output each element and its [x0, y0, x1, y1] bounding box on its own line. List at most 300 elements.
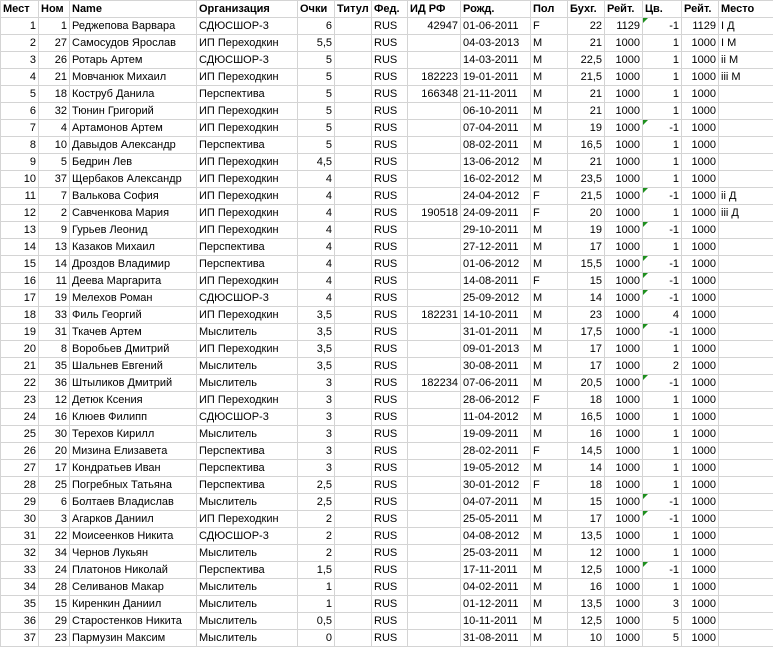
cell-birth-date[interactable]: 28-06-2012	[461, 392, 531, 409]
cell-title[interactable]	[335, 307, 372, 324]
cell-birth-date[interactable]: 01-12-2011	[461, 596, 531, 613]
cell-id-rf[interactable]	[408, 562, 461, 579]
cell-id-rf[interactable]	[408, 120, 461, 137]
cell-id-rf[interactable]	[408, 494, 461, 511]
cell-rating-final[interactable]: 1000	[682, 137, 719, 154]
cell-title[interactable]	[335, 341, 372, 358]
cell-id-rf[interactable]	[408, 103, 461, 120]
cell-number[interactable]: 32	[39, 103, 70, 120]
cell-place[interactable]: 3	[1, 52, 39, 69]
cell-number[interactable]: 19	[39, 290, 70, 307]
cell-buchholz[interactable]: 17	[568, 358, 605, 375]
cell-rating-final[interactable]: 1000	[682, 290, 719, 307]
cell-id-rf[interactable]	[408, 630, 461, 647]
cell-title[interactable]	[335, 477, 372, 494]
cell-organization[interactable]: ИП Переходкин	[197, 273, 298, 290]
cell-rating[interactable]: 1000	[605, 290, 643, 307]
cell-number[interactable]: 24	[39, 562, 70, 579]
cell-number[interactable]: 10	[39, 137, 70, 154]
header-federation[interactable]: Фед.	[372, 1, 408, 18]
cell-rating-final[interactable]: 1000	[682, 596, 719, 613]
cell-birth-date[interactable]: 04-03-2013	[461, 35, 531, 52]
cell-birth-date[interactable]: 04-02-2011	[461, 579, 531, 596]
cell-rating-final[interactable]: 1000	[682, 273, 719, 290]
cell-number[interactable]: 28	[39, 579, 70, 596]
cell-points[interactable]: 4,5	[298, 154, 335, 171]
cell-gender[interactable]: F	[531, 477, 568, 494]
header-color[interactable]: Цв.	[643, 1, 682, 18]
cell-points[interactable]: 4	[298, 171, 335, 188]
cell-title[interactable]	[335, 18, 372, 35]
cell-gender[interactable]: M	[531, 409, 568, 426]
cell-title[interactable]	[335, 188, 372, 205]
cell-rating[interactable]: 1000	[605, 239, 643, 256]
cell-rating-final[interactable]: 1000	[682, 120, 719, 137]
cell-rating-final[interactable]: 1000	[682, 324, 719, 341]
cell-buchholz[interactable]: 17	[568, 239, 605, 256]
cell-rating-final[interactable]: 1000	[682, 171, 719, 188]
cell-birth-date[interactable]: 25-03-2011	[461, 545, 531, 562]
cell-federation[interactable]: RUS	[372, 511, 408, 528]
cell-prize-place[interactable]	[719, 443, 773, 460]
cell-birth-date[interactable]: 16-02-2012	[461, 171, 531, 188]
cell-rating-final[interactable]: 1000	[682, 35, 719, 52]
cell-points[interactable]: 3	[298, 409, 335, 426]
cell-rating[interactable]: 1000	[605, 256, 643, 273]
cell-buchholz[interactable]: 20	[568, 205, 605, 222]
cell-id-rf[interactable]	[408, 460, 461, 477]
cell-rating-final[interactable]: 1129	[682, 18, 719, 35]
cell-organization[interactable]: Перспектива	[197, 460, 298, 477]
cell-rating[interactable]: 1000	[605, 120, 643, 137]
cell-buchholz[interactable]: 21,5	[568, 188, 605, 205]
cell-birth-date[interactable]: 21-11-2011	[461, 86, 531, 103]
cell-buchholz[interactable]: 17	[568, 511, 605, 528]
cell-rating-final[interactable]: 1000	[682, 52, 719, 69]
cell-place[interactable]: 33	[1, 562, 39, 579]
cell-name[interactable]: Савченкова Мария	[70, 205, 197, 222]
cell-name[interactable]: Мовчанюк Михаил	[70, 69, 197, 86]
cell-organization[interactable]: СДЮСШОР-3	[197, 18, 298, 35]
cell-buchholz[interactable]: 21	[568, 154, 605, 171]
cell-name[interactable]: Коструб Данила	[70, 86, 197, 103]
cell-points[interactable]: 5	[298, 69, 335, 86]
cell-birth-date[interactable]: 04-07-2011	[461, 494, 531, 511]
cell-number[interactable]: 33	[39, 307, 70, 324]
cell-place[interactable]: 28	[1, 477, 39, 494]
cell-federation[interactable]: RUS	[372, 18, 408, 35]
cell-place[interactable]: 31	[1, 528, 39, 545]
cell-birth-date[interactable]: 30-01-2012	[461, 477, 531, 494]
cell-gender[interactable]: M	[531, 426, 568, 443]
cell-organization[interactable]: Мыслитель	[197, 630, 298, 647]
cell-place[interactable]: 21	[1, 358, 39, 375]
cell-title[interactable]	[335, 239, 372, 256]
cell-prize-place[interactable]	[719, 307, 773, 324]
cell-title[interactable]	[335, 69, 372, 86]
cell-id-rf[interactable]	[408, 392, 461, 409]
cell-federation[interactable]: RUS	[372, 324, 408, 341]
cell-color[interactable]: 1	[643, 154, 682, 171]
cell-color[interactable]: -1	[643, 494, 682, 511]
cell-points[interactable]: 4	[298, 222, 335, 239]
cell-title[interactable]	[335, 443, 372, 460]
cell-rating[interactable]: 1000	[605, 443, 643, 460]
cell-color[interactable]: 2	[643, 358, 682, 375]
cell-prize-place[interactable]	[719, 324, 773, 341]
cell-rating-final[interactable]: 1000	[682, 239, 719, 256]
cell-federation[interactable]: RUS	[372, 579, 408, 596]
cell-rating[interactable]: 1000	[605, 188, 643, 205]
cell-gender[interactable]: F	[531, 273, 568, 290]
cell-birth-date[interactable]: 31-01-2011	[461, 324, 531, 341]
cell-gender[interactable]: M	[531, 290, 568, 307]
cell-title[interactable]	[335, 375, 372, 392]
cell-buchholz[interactable]: 19	[568, 120, 605, 137]
cell-name[interactable]: Щербаков Александр	[70, 171, 197, 188]
cell-birth-date[interactable]: 11-04-2012	[461, 409, 531, 426]
cell-points[interactable]: 4	[298, 188, 335, 205]
cell-id-rf[interactable]: 42947	[408, 18, 461, 35]
cell-federation[interactable]: RUS	[372, 239, 408, 256]
header-birth-date[interactable]: Рожд.	[461, 1, 531, 18]
cell-points[interactable]: 3,5	[298, 324, 335, 341]
cell-buchholz[interactable]: 16	[568, 426, 605, 443]
cell-title[interactable]	[335, 273, 372, 290]
cell-place[interactable]: 37	[1, 630, 39, 647]
cell-rating[interactable]: 1000	[605, 341, 643, 358]
cell-birth-date[interactable]: 09-01-2013	[461, 341, 531, 358]
cell-color[interactable]: -1	[643, 120, 682, 137]
cell-place[interactable]: 24	[1, 409, 39, 426]
cell-organization[interactable]: ИП Переходкин	[197, 392, 298, 409]
cell-place[interactable]: 2	[1, 35, 39, 52]
cell-name[interactable]: Чернов Лукьян	[70, 545, 197, 562]
cell-id-rf[interactable]	[408, 511, 461, 528]
cell-title[interactable]	[335, 86, 372, 103]
cell-prize-place[interactable]	[719, 171, 773, 188]
cell-prize-place[interactable]	[719, 154, 773, 171]
cell-federation[interactable]: RUS	[372, 426, 408, 443]
cell-buchholz[interactable]: 14	[568, 460, 605, 477]
cell-id-rf[interactable]	[408, 256, 461, 273]
cell-buchholz[interactable]: 23,5	[568, 171, 605, 188]
cell-number[interactable]: 7	[39, 188, 70, 205]
cell-name[interactable]: Бедрин Лев	[70, 154, 197, 171]
cell-number[interactable]: 3	[39, 511, 70, 528]
cell-federation[interactable]: RUS	[372, 273, 408, 290]
cell-buchholz[interactable]: 17,5	[568, 324, 605, 341]
cell-place[interactable]: 13	[1, 222, 39, 239]
cell-points[interactable]: 3,5	[298, 358, 335, 375]
cell-name[interactable]: Давыдов Александр	[70, 137, 197, 154]
cell-title[interactable]	[335, 494, 372, 511]
cell-number[interactable]: 36	[39, 375, 70, 392]
cell-rating-final[interactable]: 1000	[682, 443, 719, 460]
cell-federation[interactable]: RUS	[372, 205, 408, 222]
cell-color[interactable]: 1	[643, 528, 682, 545]
cell-rating-final[interactable]: 1000	[682, 256, 719, 273]
cell-name[interactable]: Погребных Татьяна	[70, 477, 197, 494]
cell-name[interactable]: Казаков Михаил	[70, 239, 197, 256]
cell-gender[interactable]: M	[531, 341, 568, 358]
cell-id-rf[interactable]: 190518	[408, 205, 461, 222]
cell-rating-final[interactable]: 1000	[682, 409, 719, 426]
cell-points[interactable]: 2,5	[298, 494, 335, 511]
cell-prize-place[interactable]	[719, 137, 773, 154]
cell-gender[interactable]: M	[531, 596, 568, 613]
cell-buchholz[interactable]: 17	[568, 341, 605, 358]
cell-birth-date[interactable]: 10-11-2011	[461, 613, 531, 630]
cell-name[interactable]: Деева Маргарита	[70, 273, 197, 290]
cell-number[interactable]: 12	[39, 392, 70, 409]
cell-rating[interactable]: 1000	[605, 409, 643, 426]
cell-organization[interactable]: Мыслитель	[197, 613, 298, 630]
cell-title[interactable]	[335, 35, 372, 52]
cell-rating[interactable]: 1000	[605, 426, 643, 443]
cell-buchholz[interactable]: 21	[568, 86, 605, 103]
cell-buchholz[interactable]: 22,5	[568, 52, 605, 69]
cell-id-rf[interactable]	[408, 154, 461, 171]
cell-number[interactable]: 29	[39, 613, 70, 630]
cell-name[interactable]: Воробьев Дмитрий	[70, 341, 197, 358]
cell-points[interactable]: 4	[298, 273, 335, 290]
cell-rating[interactable]: 1000	[605, 596, 643, 613]
cell-gender[interactable]: M	[531, 358, 568, 375]
cell-federation[interactable]: RUS	[372, 222, 408, 239]
cell-color[interactable]: 3	[643, 596, 682, 613]
cell-color[interactable]: -1	[643, 273, 682, 290]
cell-birth-date[interactable]: 14-08-2011	[461, 273, 531, 290]
cell-prize-place[interactable]: ii Д	[719, 188, 773, 205]
cell-number[interactable]: 16	[39, 409, 70, 426]
cell-buchholz[interactable]: 12	[568, 545, 605, 562]
cell-birth-date[interactable]: 14-03-2011	[461, 52, 531, 69]
cell-prize-place[interactable]: I Д	[719, 18, 773, 35]
cell-rating-final[interactable]: 1000	[682, 341, 719, 358]
cell-color[interactable]: 5	[643, 630, 682, 647]
cell-title[interactable]	[335, 137, 372, 154]
header-prize-place[interactable]: Место	[719, 1, 773, 18]
cell-prize-place[interactable]	[719, 256, 773, 273]
cell-buchholz[interactable]: 12,5	[568, 613, 605, 630]
cell-title[interactable]	[335, 596, 372, 613]
cell-place[interactable]: 7	[1, 120, 39, 137]
cell-buchholz[interactable]: 15,5	[568, 256, 605, 273]
cell-title[interactable]	[335, 579, 372, 596]
cell-place[interactable]: 20	[1, 341, 39, 358]
cell-place[interactable]: 8	[1, 137, 39, 154]
cell-organization[interactable]: Мыслитель	[197, 324, 298, 341]
cell-number[interactable]: 34	[39, 545, 70, 562]
cell-number[interactable]: 11	[39, 273, 70, 290]
cell-color[interactable]: 1	[643, 171, 682, 188]
cell-rating-final[interactable]: 1000	[682, 103, 719, 120]
cell-id-rf[interactable]	[408, 596, 461, 613]
cell-color[interactable]: -1	[643, 290, 682, 307]
cell-id-rf[interactable]	[408, 324, 461, 341]
cell-rating-final[interactable]: 1000	[682, 375, 719, 392]
cell-rating-final[interactable]: 1000	[682, 188, 719, 205]
cell-rating-final[interactable]: 1000	[682, 426, 719, 443]
cell-organization[interactable]: ИП Переходкин	[197, 35, 298, 52]
cell-rating[interactable]: 1000	[605, 477, 643, 494]
cell-organization[interactable]: ИП Переходкин	[197, 69, 298, 86]
cell-color[interactable]: 1	[643, 443, 682, 460]
cell-number[interactable]: 9	[39, 222, 70, 239]
cell-id-rf[interactable]	[408, 409, 461, 426]
cell-title[interactable]	[335, 171, 372, 188]
cell-name[interactable]: Филь Георгий	[70, 307, 197, 324]
cell-title[interactable]	[335, 103, 372, 120]
cell-place[interactable]: 19	[1, 324, 39, 341]
cell-name[interactable]: Клюев Филипп	[70, 409, 197, 426]
cell-place[interactable]: 26	[1, 443, 39, 460]
cell-rating-final[interactable]: 1000	[682, 69, 719, 86]
cell-color[interactable]: 1	[643, 205, 682, 222]
cell-gender[interactable]: M	[531, 239, 568, 256]
cell-number[interactable]: 2	[39, 205, 70, 222]
cell-points[interactable]: 1,5	[298, 562, 335, 579]
cell-federation[interactable]: RUS	[372, 137, 408, 154]
cell-place[interactable]: 23	[1, 392, 39, 409]
cell-color[interactable]: 1	[643, 460, 682, 477]
cell-organization[interactable]: ИП Переходкин	[197, 171, 298, 188]
cell-federation[interactable]: RUS	[372, 103, 408, 120]
cell-birth-date[interactable]: 13-06-2012	[461, 154, 531, 171]
cell-place[interactable]: 18	[1, 307, 39, 324]
cell-buchholz[interactable]: 23	[568, 307, 605, 324]
cell-prize-place[interactable]	[719, 375, 773, 392]
cell-birth-date[interactable]: 27-12-2011	[461, 239, 531, 256]
cell-rating-final[interactable]: 1000	[682, 460, 719, 477]
cell-buchholz[interactable]: 14	[568, 290, 605, 307]
cell-birth-date[interactable]: 19-09-2011	[461, 426, 531, 443]
cell-title[interactable]	[335, 205, 372, 222]
cell-organization[interactable]: Мыслитель	[197, 494, 298, 511]
cell-id-rf[interactable]	[408, 290, 461, 307]
cell-rating[interactable]: 1000	[605, 562, 643, 579]
cell-rating-final[interactable]: 1000	[682, 494, 719, 511]
cell-title[interactable]	[335, 409, 372, 426]
cell-birth-date[interactable]: 24-04-2012	[461, 188, 531, 205]
cell-color[interactable]: 1	[643, 137, 682, 154]
cell-name[interactable]: Агарков Даниил	[70, 511, 197, 528]
cell-name[interactable]: Артамонов Артем	[70, 120, 197, 137]
cell-rating[interactable]: 1000	[605, 307, 643, 324]
cell-name[interactable]: Гурьев Леонид	[70, 222, 197, 239]
cell-points[interactable]: 2	[298, 511, 335, 528]
cell-points[interactable]: 1	[298, 579, 335, 596]
cell-id-rf[interactable]	[408, 528, 461, 545]
header-title[interactable]: Титул	[335, 1, 372, 18]
cell-rating[interactable]: 1000	[605, 154, 643, 171]
cell-place[interactable]: 32	[1, 545, 39, 562]
cell-prize-place[interactable]	[719, 494, 773, 511]
cell-place[interactable]: 16	[1, 273, 39, 290]
cell-gender[interactable]: M	[531, 256, 568, 273]
cell-birth-date[interactable]: 29-10-2011	[461, 222, 531, 239]
cell-points[interactable]: 5	[298, 86, 335, 103]
cell-buchholz[interactable]: 15	[568, 273, 605, 290]
cell-id-rf[interactable]: 182234	[408, 375, 461, 392]
cell-gender[interactable]: F	[531, 205, 568, 222]
cell-organization[interactable]: ИП Переходкин	[197, 307, 298, 324]
cell-rating[interactable]: 1000	[605, 375, 643, 392]
cell-gender[interactable]: M	[531, 86, 568, 103]
cell-color[interactable]: 1	[643, 392, 682, 409]
cell-points[interactable]: 1	[298, 596, 335, 613]
cell-prize-place[interactable]	[719, 596, 773, 613]
cell-rating[interactable]: 1000	[605, 171, 643, 188]
cell-buchholz[interactable]: 21,5	[568, 69, 605, 86]
cell-buchholz[interactable]: 13,5	[568, 596, 605, 613]
cell-organization[interactable]: СДЮСШОР-3	[197, 52, 298, 69]
cell-points[interactable]: 3	[298, 443, 335, 460]
cell-id-rf[interactable]: 166348	[408, 86, 461, 103]
cell-prize-place[interactable]	[719, 392, 773, 409]
cell-rating[interactable]: 1000	[605, 52, 643, 69]
cell-rating[interactable]: 1000	[605, 494, 643, 511]
cell-color[interactable]: 1	[643, 86, 682, 103]
cell-buchholz[interactable]: 19	[568, 222, 605, 239]
cell-prize-place[interactable]	[719, 273, 773, 290]
cell-buchholz[interactable]: 12,5	[568, 562, 605, 579]
cell-color[interactable]: -1	[643, 375, 682, 392]
cell-number[interactable]: 31	[39, 324, 70, 341]
cell-title[interactable]	[335, 545, 372, 562]
cell-id-rf[interactable]	[408, 239, 461, 256]
cell-place[interactable]: 34	[1, 579, 39, 596]
cell-points[interactable]: 4	[298, 256, 335, 273]
cell-federation[interactable]: RUS	[372, 392, 408, 409]
cell-birth-date[interactable]: 25-05-2011	[461, 511, 531, 528]
cell-name[interactable]: Болтаев Владислав	[70, 494, 197, 511]
cell-gender[interactable]: M	[531, 613, 568, 630]
cell-prize-place[interactable]	[719, 86, 773, 103]
cell-place[interactable]: 27	[1, 460, 39, 477]
cell-rating-final[interactable]: 1000	[682, 511, 719, 528]
cell-federation[interactable]: RUS	[372, 460, 408, 477]
cell-gender[interactable]: F	[531, 392, 568, 409]
cell-name[interactable]: Кондратьев Иван	[70, 460, 197, 477]
cell-buchholz[interactable]: 16,5	[568, 409, 605, 426]
cell-id-rf[interactable]	[408, 171, 461, 188]
cell-rating[interactable]: 1000	[605, 69, 643, 86]
cell-color[interactable]: -1	[643, 188, 682, 205]
cell-name[interactable]: Терехов Кирилл	[70, 426, 197, 443]
cell-number[interactable]: 27	[39, 35, 70, 52]
cell-color[interactable]: 1	[643, 477, 682, 494]
cell-prize-place[interactable]	[719, 460, 773, 477]
cell-color[interactable]: 1	[643, 103, 682, 120]
cell-federation[interactable]: RUS	[372, 86, 408, 103]
cell-federation[interactable]: RUS	[372, 52, 408, 69]
cell-federation[interactable]: RUS	[372, 35, 408, 52]
cell-color[interactable]: 1	[643, 239, 682, 256]
cell-rating[interactable]: 1000	[605, 273, 643, 290]
cell-rating[interactable]: 1000	[605, 579, 643, 596]
cell-points[interactable]: 4	[298, 205, 335, 222]
cell-color[interactable]: 4	[643, 307, 682, 324]
cell-federation[interactable]: RUS	[372, 154, 408, 171]
cell-buchholz[interactable]: 18	[568, 392, 605, 409]
cell-organization[interactable]: Мыслитель	[197, 545, 298, 562]
cell-prize-place[interactable]	[719, 239, 773, 256]
cell-id-rf[interactable]	[408, 341, 461, 358]
cell-id-rf[interactable]	[408, 443, 461, 460]
cell-rating[interactable]: 1000	[605, 545, 643, 562]
